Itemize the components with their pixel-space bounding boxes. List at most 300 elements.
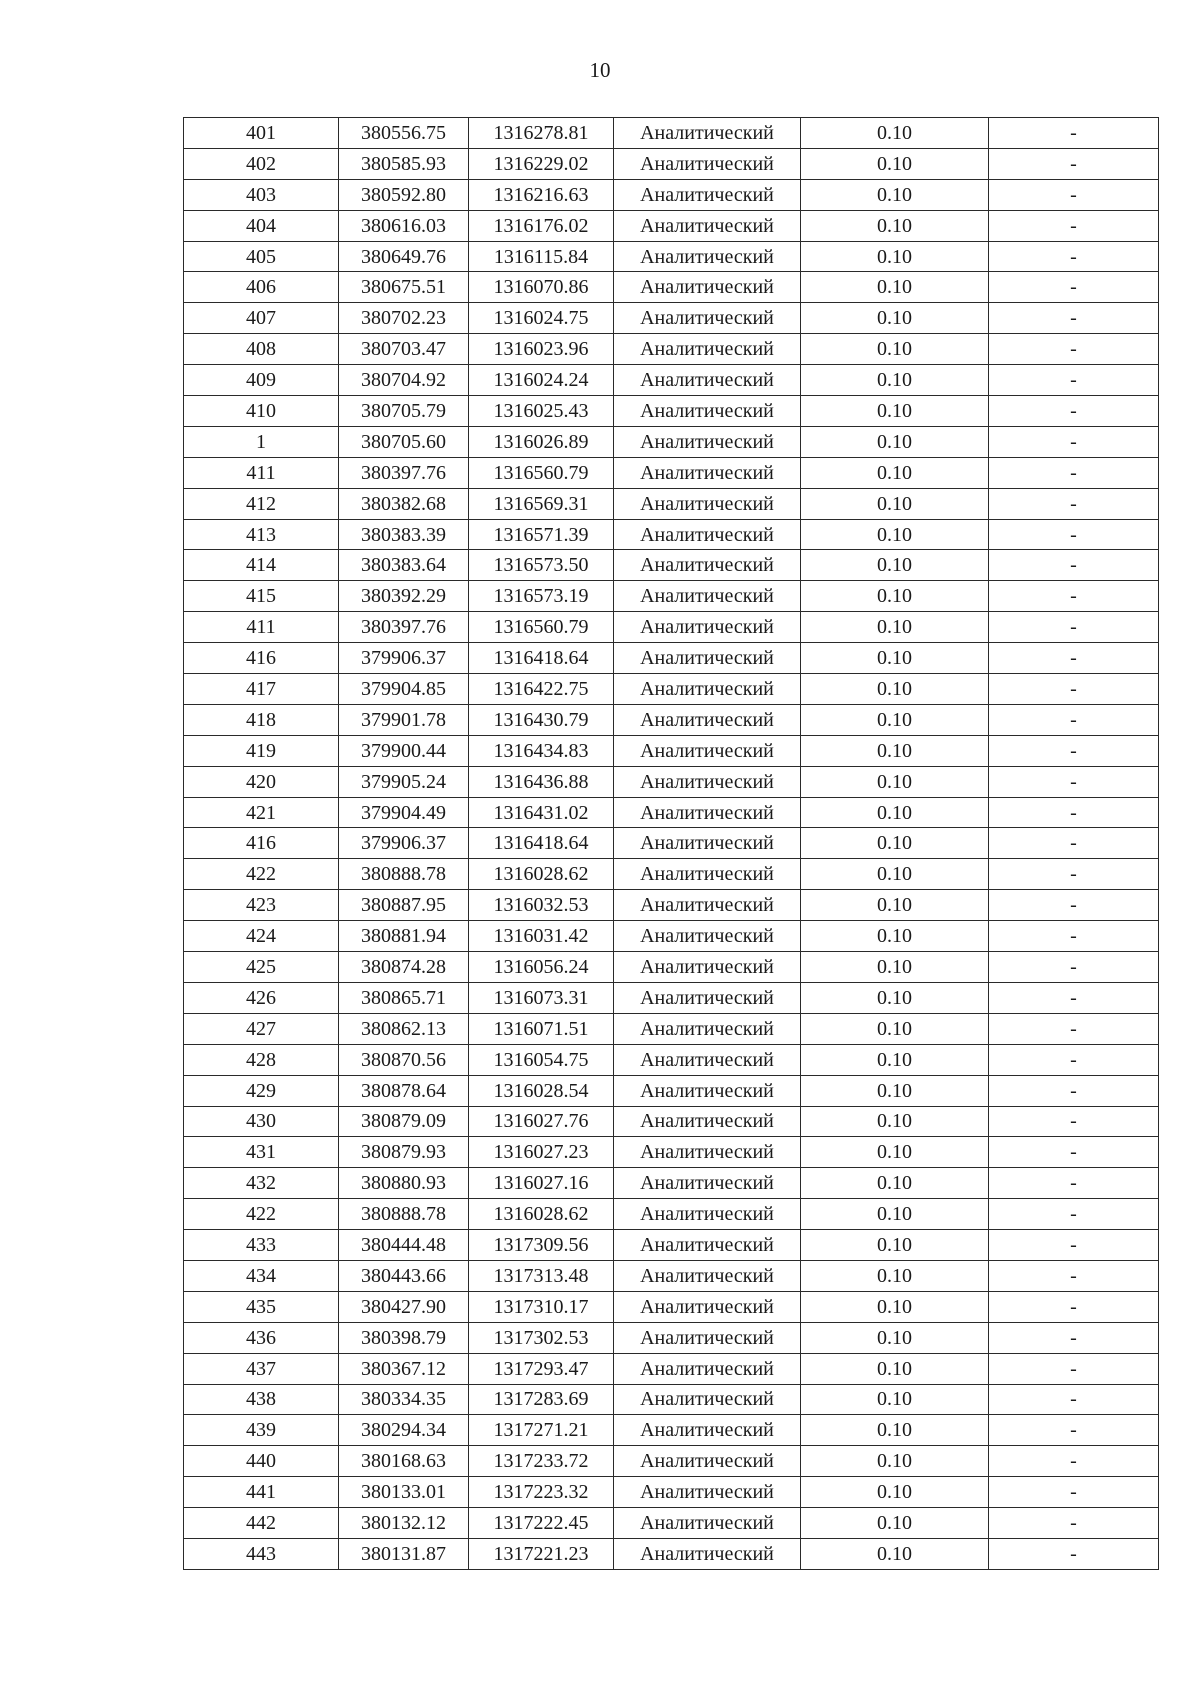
y-coordinate-cell: 1316431.02 xyxy=(469,797,614,828)
method-cell: Аналитический xyxy=(614,1260,801,1291)
x-coordinate-cell: 380427.90 xyxy=(339,1291,469,1322)
y-coordinate-cell: 1316436.88 xyxy=(469,766,614,797)
table-row xyxy=(184,1044,1159,1075)
note-cell: - xyxy=(989,797,1159,828)
y-coordinate-cell: 1316278.81 xyxy=(469,118,614,149)
note-cell: - xyxy=(989,1508,1159,1539)
note-cell: - xyxy=(989,334,1159,365)
note-cell: - xyxy=(989,1260,1159,1291)
point-number-cell: 403 xyxy=(184,179,339,210)
table-row xyxy=(184,426,1159,457)
note-cell: - xyxy=(989,303,1159,334)
point-number-cell: 416 xyxy=(184,828,339,859)
point-number-cell: 405 xyxy=(184,241,339,272)
method-cell: Аналитический xyxy=(614,766,801,797)
x-coordinate-cell: 380397.76 xyxy=(339,457,469,488)
point-number-cell: 422 xyxy=(184,859,339,890)
note-cell: - xyxy=(989,1322,1159,1353)
x-coordinate-cell: 380649.76 xyxy=(339,241,469,272)
y-coordinate-cell: 1316073.31 xyxy=(469,982,614,1013)
point-number-cell: 401 xyxy=(184,118,339,149)
table-row xyxy=(184,1137,1159,1168)
accuracy-cell: 0.10 xyxy=(801,334,989,365)
table-row xyxy=(184,210,1159,241)
accuracy-cell: 0.10 xyxy=(801,1291,989,1322)
point-number-cell: 430 xyxy=(184,1106,339,1137)
method-cell: Аналитический xyxy=(614,1075,801,1106)
x-coordinate-cell: 380879.93 xyxy=(339,1137,469,1168)
table-row xyxy=(184,1353,1159,1384)
table-row xyxy=(184,952,1159,983)
table-row xyxy=(184,148,1159,179)
method-cell: Аналитический xyxy=(614,1013,801,1044)
table-row xyxy=(184,396,1159,427)
point-number-cell: 406 xyxy=(184,272,339,303)
x-coordinate-cell: 380168.63 xyxy=(339,1446,469,1477)
method-cell: Аналитический xyxy=(614,118,801,149)
point-number-cell: 408 xyxy=(184,334,339,365)
accuracy-cell: 0.10 xyxy=(801,952,989,983)
point-number-cell: 435 xyxy=(184,1291,339,1322)
table-row xyxy=(184,1260,1159,1291)
point-number-cell: 415 xyxy=(184,581,339,612)
note-cell: - xyxy=(989,1291,1159,1322)
y-coordinate-cell: 1316070.86 xyxy=(469,272,614,303)
x-coordinate-cell: 379900.44 xyxy=(339,735,469,766)
note-cell: - xyxy=(989,766,1159,797)
table-row xyxy=(184,1384,1159,1415)
point-number-cell: 412 xyxy=(184,488,339,519)
accuracy-cell: 0.10 xyxy=(801,982,989,1013)
table-row xyxy=(184,241,1159,272)
x-coordinate-cell: 380862.13 xyxy=(339,1013,469,1044)
x-coordinate-cell: 380879.09 xyxy=(339,1106,469,1137)
x-coordinate-cell: 380675.51 xyxy=(339,272,469,303)
method-cell: Аналитический xyxy=(614,982,801,1013)
accuracy-cell: 0.10 xyxy=(801,1168,989,1199)
note-cell: - xyxy=(989,735,1159,766)
y-coordinate-cell: 1316027.23 xyxy=(469,1137,614,1168)
point-number-cell: 442 xyxy=(184,1508,339,1539)
y-coordinate-cell: 1316025.43 xyxy=(469,396,614,427)
point-number-cell: 425 xyxy=(184,952,339,983)
y-coordinate-cell: 1316229.02 xyxy=(469,148,614,179)
accuracy-cell: 0.10 xyxy=(801,890,989,921)
x-coordinate-cell: 380592.80 xyxy=(339,179,469,210)
x-coordinate-cell: 380616.03 xyxy=(339,210,469,241)
method-cell: Аналитический xyxy=(614,1137,801,1168)
note-cell: - xyxy=(989,1415,1159,1446)
method-cell: Аналитический xyxy=(614,272,801,303)
table-row xyxy=(184,1075,1159,1106)
method-cell: Аналитический xyxy=(614,1446,801,1477)
coordinates-table-body xyxy=(184,118,1159,1570)
y-coordinate-cell: 1316573.50 xyxy=(469,550,614,581)
x-coordinate-cell: 379906.37 xyxy=(339,828,469,859)
table-row xyxy=(184,1230,1159,1261)
table-row xyxy=(184,334,1159,365)
method-cell: Аналитический xyxy=(614,210,801,241)
accuracy-cell: 0.10 xyxy=(801,581,989,612)
x-coordinate-cell: 380880.93 xyxy=(339,1168,469,1199)
method-cell: Аналитический xyxy=(614,581,801,612)
x-coordinate-cell: 380443.66 xyxy=(339,1260,469,1291)
point-number-cell: 426 xyxy=(184,982,339,1013)
y-coordinate-cell: 1316560.79 xyxy=(469,612,614,643)
note-cell: - xyxy=(989,1075,1159,1106)
x-coordinate-cell: 380705.60 xyxy=(339,426,469,457)
point-number-cell: 419 xyxy=(184,735,339,766)
accuracy-cell: 0.10 xyxy=(801,550,989,581)
table-row xyxy=(184,890,1159,921)
y-coordinate-cell: 1317309.56 xyxy=(469,1230,614,1261)
note-cell: - xyxy=(989,179,1159,210)
method-cell: Аналитический xyxy=(614,1477,801,1508)
y-coordinate-cell: 1317302.53 xyxy=(469,1322,614,1353)
x-coordinate-cell: 380865.71 xyxy=(339,982,469,1013)
table-row xyxy=(184,797,1159,828)
y-coordinate-cell: 1316573.19 xyxy=(469,581,614,612)
method-cell: Аналитический xyxy=(614,859,801,890)
method-cell: Аналитический xyxy=(614,241,801,272)
point-number-cell: 423 xyxy=(184,890,339,921)
table-row xyxy=(184,1013,1159,1044)
table-row xyxy=(184,1322,1159,1353)
x-coordinate-cell: 380878.64 xyxy=(339,1075,469,1106)
y-coordinate-cell: 1317223.32 xyxy=(469,1477,614,1508)
x-coordinate-cell: 380367.12 xyxy=(339,1353,469,1384)
y-coordinate-cell: 1316023.96 xyxy=(469,334,614,365)
accuracy-cell: 0.10 xyxy=(801,643,989,674)
accuracy-cell: 0.10 xyxy=(801,519,989,550)
x-coordinate-cell: 379901.78 xyxy=(339,704,469,735)
method-cell: Аналитический xyxy=(614,457,801,488)
y-coordinate-cell: 1317271.21 xyxy=(469,1415,614,1446)
method-cell: Аналитический xyxy=(614,1353,801,1384)
y-coordinate-cell: 1316571.39 xyxy=(469,519,614,550)
method-cell: Аналитический xyxy=(614,797,801,828)
method-cell: Аналитический xyxy=(614,921,801,952)
y-coordinate-cell: 1316430.79 xyxy=(469,704,614,735)
table-row xyxy=(184,488,1159,519)
y-coordinate-cell: 1316071.51 xyxy=(469,1013,614,1044)
accuracy-cell: 0.10 xyxy=(801,457,989,488)
accuracy-cell: 0.10 xyxy=(801,1260,989,1291)
accuracy-cell: 0.10 xyxy=(801,1106,989,1137)
note-cell: - xyxy=(989,828,1159,859)
x-coordinate-cell: 380444.48 xyxy=(339,1230,469,1261)
x-coordinate-cell: 379904.49 xyxy=(339,797,469,828)
method-cell: Аналитический xyxy=(614,1230,801,1261)
point-number-cell: 432 xyxy=(184,1168,339,1199)
table-row xyxy=(184,581,1159,612)
method-cell: Аналитический xyxy=(614,1291,801,1322)
table-row xyxy=(184,766,1159,797)
x-coordinate-cell: 380881.94 xyxy=(339,921,469,952)
point-number-cell: 441 xyxy=(184,1477,339,1508)
table-row xyxy=(184,118,1159,149)
accuracy-cell: 0.10 xyxy=(801,1075,989,1106)
accuracy-cell: 0.10 xyxy=(801,365,989,396)
accuracy-cell: 0.10 xyxy=(801,148,989,179)
table-row xyxy=(184,612,1159,643)
point-number-cell: 427 xyxy=(184,1013,339,1044)
y-coordinate-cell: 1316560.79 xyxy=(469,457,614,488)
method-cell: Аналитический xyxy=(614,735,801,766)
point-number-cell: 421 xyxy=(184,797,339,828)
table-row xyxy=(184,859,1159,890)
accuracy-cell: 0.10 xyxy=(801,1415,989,1446)
accuracy-cell: 0.10 xyxy=(801,674,989,705)
table-row xyxy=(184,1291,1159,1322)
table-row xyxy=(184,519,1159,550)
y-coordinate-cell: 1316434.83 xyxy=(469,735,614,766)
point-number-cell: 438 xyxy=(184,1384,339,1415)
table-row xyxy=(184,704,1159,735)
table-row xyxy=(184,1477,1159,1508)
y-coordinate-cell: 1316569.31 xyxy=(469,488,614,519)
table-row xyxy=(184,550,1159,581)
note-cell: - xyxy=(989,1353,1159,1384)
x-coordinate-cell: 380702.23 xyxy=(339,303,469,334)
accuracy-cell: 0.10 xyxy=(801,1230,989,1261)
accuracy-cell: 0.10 xyxy=(801,426,989,457)
y-coordinate-cell: 1317233.72 xyxy=(469,1446,614,1477)
method-cell: Аналитический xyxy=(614,550,801,581)
note-cell: - xyxy=(989,1199,1159,1230)
note-cell: - xyxy=(989,1137,1159,1168)
point-number-cell: 433 xyxy=(184,1230,339,1261)
x-coordinate-cell: 380703.47 xyxy=(339,334,469,365)
x-coordinate-cell: 380334.35 xyxy=(339,1384,469,1415)
note-cell: - xyxy=(989,519,1159,550)
note-cell: - xyxy=(989,396,1159,427)
note-cell: - xyxy=(989,1044,1159,1075)
table-row xyxy=(184,735,1159,766)
method-cell: Аналитический xyxy=(614,1415,801,1446)
y-coordinate-cell: 1316028.62 xyxy=(469,1199,614,1230)
note-cell: - xyxy=(989,272,1159,303)
method-cell: Аналитический xyxy=(614,303,801,334)
x-coordinate-cell: 380704.92 xyxy=(339,365,469,396)
accuracy-cell: 0.10 xyxy=(801,303,989,334)
y-coordinate-cell: 1316028.54 xyxy=(469,1075,614,1106)
table-row xyxy=(184,921,1159,952)
point-number-cell: 431 xyxy=(184,1137,339,1168)
note-cell: - xyxy=(989,426,1159,457)
x-coordinate-cell: 380383.64 xyxy=(339,550,469,581)
point-number-cell: 418 xyxy=(184,704,339,735)
point-number-cell: 411 xyxy=(184,612,339,643)
note-cell: - xyxy=(989,1384,1159,1415)
point-number-cell: 1 xyxy=(184,426,339,457)
method-cell: Аналитический xyxy=(614,488,801,519)
method-cell: Аналитический xyxy=(614,519,801,550)
note-cell: - xyxy=(989,704,1159,735)
note-cell: - xyxy=(989,1477,1159,1508)
note-cell: - xyxy=(989,457,1159,488)
point-number-cell: 414 xyxy=(184,550,339,581)
y-coordinate-cell: 1316216.63 xyxy=(469,179,614,210)
x-coordinate-cell: 380705.79 xyxy=(339,396,469,427)
y-coordinate-cell: 1316422.75 xyxy=(469,674,614,705)
accuracy-cell: 0.10 xyxy=(801,1199,989,1230)
note-cell: - xyxy=(989,581,1159,612)
y-coordinate-cell: 1316115.84 xyxy=(469,241,614,272)
point-number-cell: 413 xyxy=(184,519,339,550)
x-coordinate-cell: 380132.12 xyxy=(339,1508,469,1539)
method-cell: Аналитический xyxy=(614,643,801,674)
y-coordinate-cell: 1316027.76 xyxy=(469,1106,614,1137)
table-row xyxy=(184,1199,1159,1230)
table-row xyxy=(184,1508,1159,1539)
table-row xyxy=(184,1106,1159,1137)
accuracy-cell: 0.10 xyxy=(801,1384,989,1415)
accuracy-cell: 0.10 xyxy=(801,1477,989,1508)
note-cell: - xyxy=(989,1013,1159,1044)
method-cell: Аналитический xyxy=(614,334,801,365)
note-cell: - xyxy=(989,118,1159,149)
table-row xyxy=(184,1415,1159,1446)
point-number-cell: 436 xyxy=(184,1322,339,1353)
accuracy-cell: 0.10 xyxy=(801,396,989,427)
y-coordinate-cell: 1317313.48 xyxy=(469,1260,614,1291)
coordinates-table xyxy=(183,117,1159,1570)
y-coordinate-cell: 1316024.75 xyxy=(469,303,614,334)
y-coordinate-cell: 1316418.64 xyxy=(469,643,614,674)
note-cell: - xyxy=(989,1446,1159,1477)
method-cell: Аналитический xyxy=(614,1106,801,1137)
point-number-cell: 411 xyxy=(184,457,339,488)
note-cell: - xyxy=(989,890,1159,921)
accuracy-cell: 0.10 xyxy=(801,859,989,890)
table-row xyxy=(184,457,1159,488)
method-cell: Аналитический xyxy=(614,1199,801,1230)
x-coordinate-cell: 380133.01 xyxy=(339,1477,469,1508)
accuracy-cell: 0.10 xyxy=(801,1322,989,1353)
accuracy-cell: 0.10 xyxy=(801,1446,989,1477)
y-coordinate-cell: 1317283.69 xyxy=(469,1384,614,1415)
table-row xyxy=(184,1168,1159,1199)
y-coordinate-cell: 1316026.89 xyxy=(469,426,614,457)
point-number-cell: 407 xyxy=(184,303,339,334)
method-cell: Аналитический xyxy=(614,179,801,210)
note-cell: - xyxy=(989,210,1159,241)
note-cell: - xyxy=(989,859,1159,890)
y-coordinate-cell: 1316056.24 xyxy=(469,952,614,983)
accuracy-cell: 0.10 xyxy=(801,1137,989,1168)
note-cell: - xyxy=(989,643,1159,674)
y-coordinate-cell: 1316028.62 xyxy=(469,859,614,890)
point-number-cell: 434 xyxy=(184,1260,339,1291)
y-coordinate-cell: 1316054.75 xyxy=(469,1044,614,1075)
point-number-cell: 409 xyxy=(184,365,339,396)
method-cell: Аналитический xyxy=(614,396,801,427)
accuracy-cell: 0.10 xyxy=(801,1353,989,1384)
note-cell: - xyxy=(989,921,1159,952)
table-row xyxy=(184,303,1159,334)
table-row xyxy=(184,179,1159,210)
table-row xyxy=(184,674,1159,705)
accuracy-cell: 0.10 xyxy=(801,488,989,519)
x-coordinate-cell: 380398.79 xyxy=(339,1322,469,1353)
note-cell: - xyxy=(989,1230,1159,1261)
x-coordinate-cell: 379904.85 xyxy=(339,674,469,705)
method-cell: Аналитический xyxy=(614,612,801,643)
point-number-cell: 410 xyxy=(184,396,339,427)
table-row xyxy=(184,982,1159,1013)
note-cell: - xyxy=(989,550,1159,581)
table-row xyxy=(184,1446,1159,1477)
y-coordinate-cell: 1316031.42 xyxy=(469,921,614,952)
accuracy-cell: 0.10 xyxy=(801,797,989,828)
y-coordinate-cell: 1316176.02 xyxy=(469,210,614,241)
note-cell: - xyxy=(989,1106,1159,1137)
x-coordinate-cell: 380887.95 xyxy=(339,890,469,921)
x-coordinate-cell: 379906.37 xyxy=(339,643,469,674)
point-number-cell: 417 xyxy=(184,674,339,705)
x-coordinate-cell: 380392.29 xyxy=(339,581,469,612)
accuracy-cell: 0.10 xyxy=(801,1508,989,1539)
point-number-cell: 404 xyxy=(184,210,339,241)
method-cell: Аналитический xyxy=(614,1044,801,1075)
method-cell: Аналитический xyxy=(614,1508,801,1539)
table-row xyxy=(184,643,1159,674)
y-coordinate-cell: 1316024.24 xyxy=(469,365,614,396)
accuracy-cell: 0.10 xyxy=(801,735,989,766)
note-cell: - xyxy=(989,982,1159,1013)
x-coordinate-cell: 380888.78 xyxy=(339,859,469,890)
x-coordinate-cell: 380870.56 xyxy=(339,1044,469,1075)
table-row xyxy=(184,1538,1159,1569)
note-cell: - xyxy=(989,241,1159,272)
point-number-cell: 443 xyxy=(184,1538,339,1569)
point-number-cell: 402 xyxy=(184,148,339,179)
note-cell: - xyxy=(989,365,1159,396)
y-coordinate-cell: 1316032.53 xyxy=(469,890,614,921)
accuracy-cell: 0.10 xyxy=(801,1538,989,1569)
table-row xyxy=(184,272,1159,303)
point-number-cell: 439 xyxy=(184,1415,339,1446)
point-number-cell: 416 xyxy=(184,643,339,674)
accuracy-cell: 0.10 xyxy=(801,179,989,210)
method-cell: Аналитический xyxy=(614,1322,801,1353)
accuracy-cell: 0.10 xyxy=(801,1044,989,1075)
accuracy-cell: 0.10 xyxy=(801,828,989,859)
x-coordinate-cell: 380556.75 xyxy=(339,118,469,149)
method-cell: Аналитический xyxy=(614,1538,801,1569)
y-coordinate-cell: 1317222.45 xyxy=(469,1508,614,1539)
note-cell: - xyxy=(989,1538,1159,1569)
note-cell: - xyxy=(989,1168,1159,1199)
note-cell: - xyxy=(989,148,1159,179)
point-number-cell: 424 xyxy=(184,921,339,952)
point-number-cell: 440 xyxy=(184,1446,339,1477)
y-coordinate-cell: 1317293.47 xyxy=(469,1353,614,1384)
table-row xyxy=(184,828,1159,859)
method-cell: Аналитический xyxy=(614,1384,801,1415)
point-number-cell: 437 xyxy=(184,1353,339,1384)
x-coordinate-cell: 380294.34 xyxy=(339,1415,469,1446)
method-cell: Аналитический xyxy=(614,704,801,735)
x-coordinate-cell: 380382.68 xyxy=(339,488,469,519)
y-coordinate-cell: 1317310.17 xyxy=(469,1291,614,1322)
note-cell: - xyxy=(989,952,1159,983)
method-cell: Аналитический xyxy=(614,952,801,983)
y-coordinate-cell: 1317221.23 xyxy=(469,1538,614,1569)
point-number-cell: 420 xyxy=(184,766,339,797)
x-coordinate-cell: 380131.87 xyxy=(339,1538,469,1569)
